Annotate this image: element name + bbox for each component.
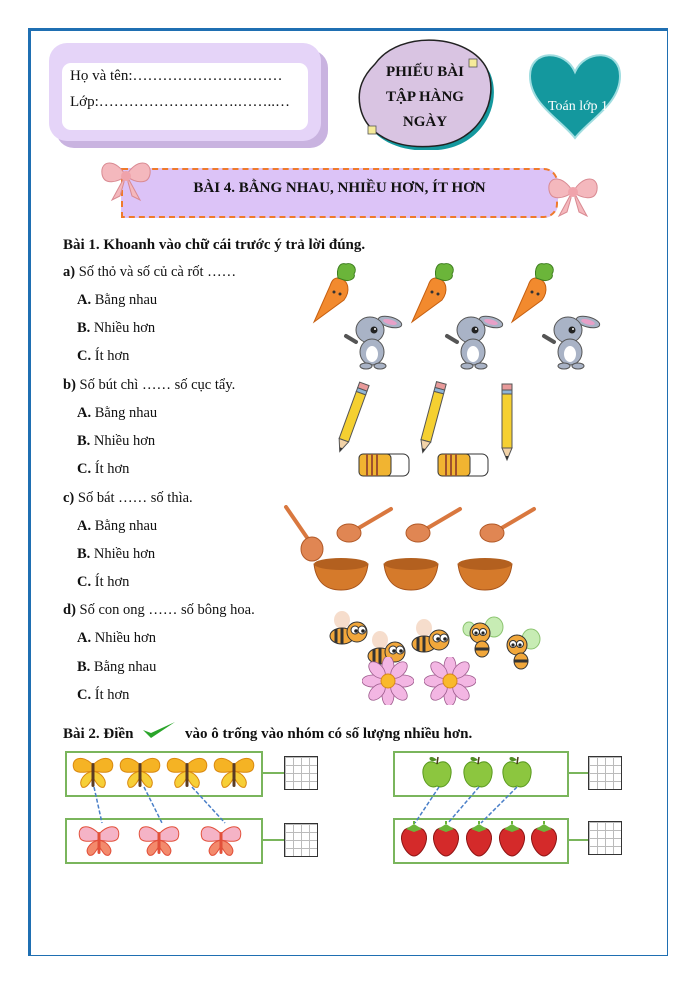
option-d-B[interactable] <box>77 659 156 676</box>
answer-box-strawberries[interactable] <box>588 821 622 855</box>
eraser-icon <box>436 450 492 480</box>
option-c-A[interactable] <box>77 518 157 535</box>
rabbit-icon <box>443 310 505 370</box>
option-letter: A. <box>77 405 92 421</box>
spoon-icon <box>478 505 538 545</box>
worksheet-title-line-1: PHIẾU BÀI <box>386 64 464 80</box>
option-text: Ít hơn <box>91 348 130 364</box>
option-text: Bằng nhau <box>91 292 158 308</box>
worksheet-title <box>355 60 495 135</box>
pencil-icon <box>333 378 373 458</box>
exercise-2-title-suffix: vào ô trống vào nhóm có số lượng nhiều hơn. <box>184 726 473 742</box>
strawberry-icon <box>430 820 462 858</box>
option-text: Nhiều hơn <box>90 433 156 449</box>
question-b-text: Số bút chì …… số cục tẩy. <box>75 377 236 393</box>
heart-icon <box>525 44 625 140</box>
option-text: Ít hơn <box>91 687 130 703</box>
question-d-text: Số con ong …… số bông hoa. <box>75 602 255 618</box>
connector-line <box>567 772 589 774</box>
question-d-letter: d) <box>63 602 76 618</box>
subject-label: Toán lớp 1 <box>547 99 609 114</box>
option-letter: B. <box>77 433 91 449</box>
question-b-letter: b) <box>63 377 76 393</box>
question-c-text: Số bát …… số thìa. <box>74 490 193 506</box>
question-b <box>63 377 235 394</box>
strawberry-icon <box>528 820 560 858</box>
pencil-icon <box>489 380 525 464</box>
option-text: Ít hơn <box>91 461 130 477</box>
spoon-icon <box>404 505 464 545</box>
option-letter: C. <box>77 348 92 364</box>
option-text: Nhiều hơn <box>91 630 156 646</box>
question-d <box>63 602 255 619</box>
option-d-A[interactable] <box>77 630 156 647</box>
bow-icon-left <box>98 156 154 202</box>
spoon-icon <box>282 505 327 563</box>
rabbit-icon <box>540 310 602 370</box>
answer-box-yellow-butterflies[interactable] <box>284 756 318 790</box>
exercise-2-title-prefix: Bài 2. Điền <box>63 726 134 742</box>
check-mark-icon <box>141 720 177 740</box>
option-letter: B. <box>77 320 91 336</box>
worksheet-title-line-3: NGÀY <box>402 114 448 130</box>
bowl-icon <box>312 556 370 592</box>
option-letter: A. <box>77 518 92 534</box>
matching-lines-butterflies <box>60 785 260 825</box>
option-letter: C. <box>77 461 92 477</box>
option-letter: B. <box>77 659 91 675</box>
option-b-B[interactable] <box>77 433 155 450</box>
pink-butterfly-icon <box>136 822 182 858</box>
question-a-letter: a) <box>63 264 76 280</box>
pencil-icon <box>413 378 453 458</box>
bee-icon <box>408 618 452 656</box>
option-a-B[interactable] <box>77 320 155 337</box>
connector-line <box>261 772 285 774</box>
option-a-C[interactable] <box>77 348 129 365</box>
option-b-C[interactable] <box>77 461 129 478</box>
bee-icon <box>498 625 542 671</box>
flower-icon <box>362 657 414 705</box>
strawberry-icon <box>496 820 528 858</box>
option-text: Bằng nhau <box>90 659 157 675</box>
question-a <box>63 264 236 281</box>
answer-box-pink-butterflies[interactable] <box>284 823 318 857</box>
student-name-field[interactable]: Họ và tên:………………………… <box>70 68 283 84</box>
option-c-B[interactable] <box>77 546 155 563</box>
flower-icon <box>424 657 476 705</box>
exercise-2-title <box>63 720 472 743</box>
question-c <box>63 490 193 507</box>
option-a-A[interactable] <box>77 292 157 309</box>
eraser-icon <box>357 450 413 480</box>
pink-butterfly-icon <box>198 822 244 858</box>
option-text: Bằng nhau <box>91 405 158 421</box>
option-text: Bằng nhau <box>91 518 158 534</box>
option-text: Ít hơn <box>91 574 130 590</box>
worksheet-title-line-2: TẬP HÀNG <box>386 89 464 105</box>
exercise-1-title: Bài 1. Khoanh vào chữ cái trước ý trả lời đúng. <box>63 237 366 253</box>
pink-butterfly-icon <box>76 822 122 858</box>
option-d-C[interactable] <box>77 687 129 704</box>
rabbit-icon <box>342 310 404 370</box>
option-letter: C. <box>77 574 92 590</box>
bowl-icon <box>382 556 440 592</box>
student-class-field[interactable]: Lớp:……………………….……..… <box>70 94 291 110</box>
question-a-text: Số thỏ và số củ cà rốt …… <box>75 264 237 280</box>
option-text: Nhiều hơn <box>90 546 156 562</box>
option-letter: A. <box>77 292 92 308</box>
bowl-icon <box>456 556 514 592</box>
option-letter: C. <box>77 687 92 703</box>
option-letter: B. <box>77 546 91 562</box>
strawberry-icon <box>463 820 495 858</box>
answer-box-green-apples[interactable] <box>588 756 622 790</box>
question-c-letter: c) <box>63 490 75 506</box>
connector-line <box>261 839 285 841</box>
connector-line <box>567 839 589 841</box>
lesson-title: BÀI 4. BẰNG NHAU, NHIỀU HƠN, ÍT HƠN <box>193 180 486 196</box>
option-letter: A. <box>77 630 92 646</box>
spoon-icon <box>335 505 395 545</box>
bow-icon-right <box>545 172 601 218</box>
option-c-C[interactable] <box>77 574 129 591</box>
strawberry-icon <box>398 820 430 858</box>
option-text: Nhiều hơn <box>90 320 156 336</box>
option-b-A[interactable] <box>77 405 157 422</box>
matching-lines-fruits <box>393 785 543 825</box>
